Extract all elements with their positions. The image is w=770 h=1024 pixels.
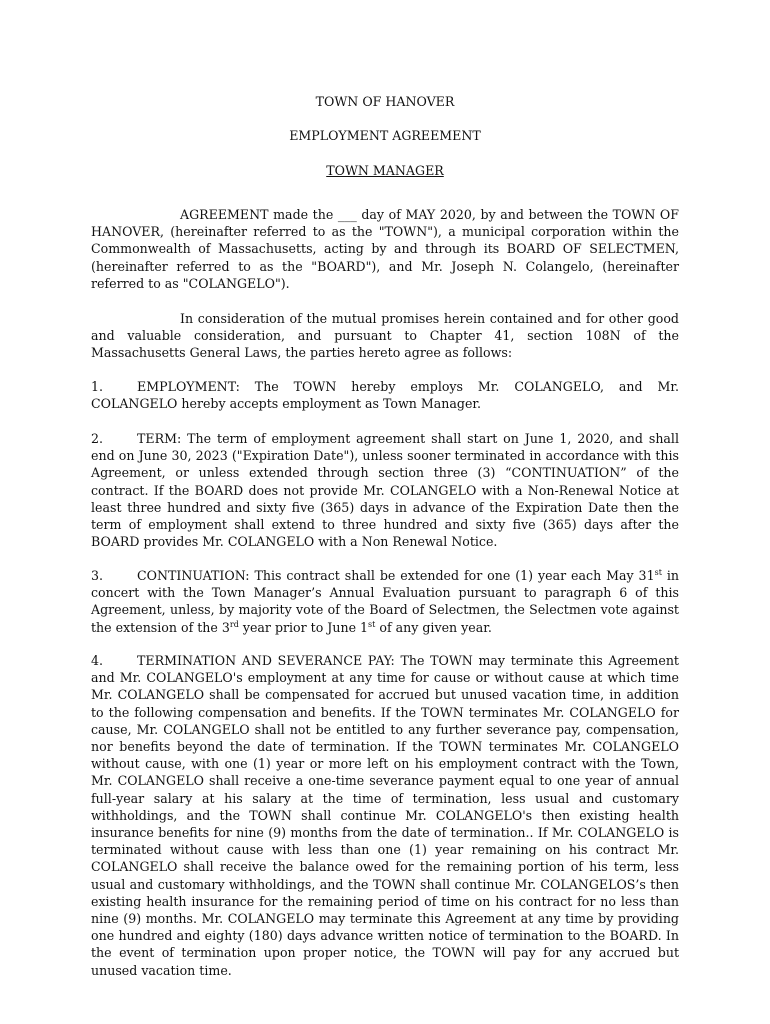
town-title: TOWN OF HANOVER — [315, 94, 455, 109]
section-continuation — [91, 567, 679, 636]
section-text-part: in concert with the Town Manager’s Annual Evaluation pursuant to paragraph 6 of this Agreement, unless, by majority vote of the Board of Selectmen, the Selectmen vote against the extension of the 3 — [91, 568, 679, 635]
section-text-part: CONTINUATION: This contract shall be extended for one (1) year each May 31 — [137, 568, 655, 583]
section-number: 3. — [91, 568, 104, 583]
ordinal-suffix: st — [654, 568, 662, 577]
section-text-part: of any given year. — [375, 619, 492, 635]
section-text: EMPLOYMENT: The TOWN hereby employs Mr. COLANGELO, and Mr. COLANGELO hereby accepts employment as Town Manager. — [91, 379, 679, 412]
ordinal-suffix: rd — [229, 619, 239, 629]
section-termination — [91, 652, 679, 979]
consideration-paragraph — [91, 310, 679, 362]
section-text: TERM: The term of employment agreement shall start on June 1, 2020, and shall end on June 30, 2023 ("Expiration Date"), unless sooner terminated in accordance with this Agreement, or unless extended through section three (3) “CONTINUATION” of the contract. If the BOARD does not provide Mr. COLANGELO with a Non-Renewal Notice at least three hundred and sixty five (365) days in advance of the Expiration Date then the term of employment shall extend to three hundred and sixty five (365) days after the BOARD provides Mr. COLANGELO with a Non Renewal Notice. — [91, 431, 679, 550]
consideration-text: In consideration of the mutual promises herein contained and for other good and valuable consideration, and pursuant to Chapter 41, section 108N of the Massachusetts General Laws, the parties hereto agree as follows: — [91, 311, 679, 361]
agreement-title: EMPLOYMENT AGREEMENT — [289, 128, 481, 143]
intro-paragraph — [91, 206, 679, 292]
position-title: TOWN MANAGER — [326, 163, 444, 178]
intro-text: AGREEMENT made the ___ day of MAY 2020, by and between the TOWN OF HANOVER, (hereinafter referred to as the "TOWN"), a municipal corporation within the Commonwealth of Massachusetts, acting by and through its BOARD OF SELECTMEN, (hereinafter referred to as the "BOARD"), and Mr. Joseph N. Colangelo, (hereinafter referred to as "COLANGELO"). — [91, 207, 679, 291]
section-text-part: year prior to June 1 — [238, 619, 369, 635]
section-number: 4. — [91, 653, 104, 668]
section-number: 1. — [91, 379, 104, 394]
section-number: 2. — [91, 431, 104, 446]
section-employment — [91, 378, 679, 412]
ordinal-suffix: st — [368, 619, 376, 629]
section-text: TERMINATION AND SEVERANCE PAY: The TOWN may terminate this Agreement and Mr. COLANGELO's employment at any time for cause or without cause at which time Mr. COLANGELO shall be compensated for accrued but unused vacation time, in addition to the following compensation and benefits. If the TOWN terminates Mr. COLANGELO for cause, Mr. COLANGELO shall not be entitled to any further severance pay, compensation, nor benefits beyond the date of termination. If the TOWN terminates Mr. COLANGELO without cause, with one (1) year or more left on his employment contract with the Town, Mr. COLANGELO shall receive a one-time severance payment equal to one year of annual full-year salary at his salary at the time of termination, less usual and customary withholdings, and the TOWN shall continue Mr. COLANGELO's then existing health insurance benefits for nine (9) months from the date of termination.. If Mr. COLANGELO is terminated without cause with less than one (1) year remaining on his contract Mr. COLANGELO shall receive the balance owed for the remaining portion of his term, less usual and customary withholdings, and the TOWN shall continue Mr. COLANGELOS’s then existing health insurance for the remaining period of time on his contract for no less than nine (9) months. Mr. COLANGELO may terminate this Agreement at any time by providing one hundred and eighty (180) days advance written notice of termination to the BOARD. In the event of termination upon proper notice, the TOWN will pay for any accrued but unused vacation time. — [91, 653, 679, 978]
section-term — [91, 430, 679, 550]
